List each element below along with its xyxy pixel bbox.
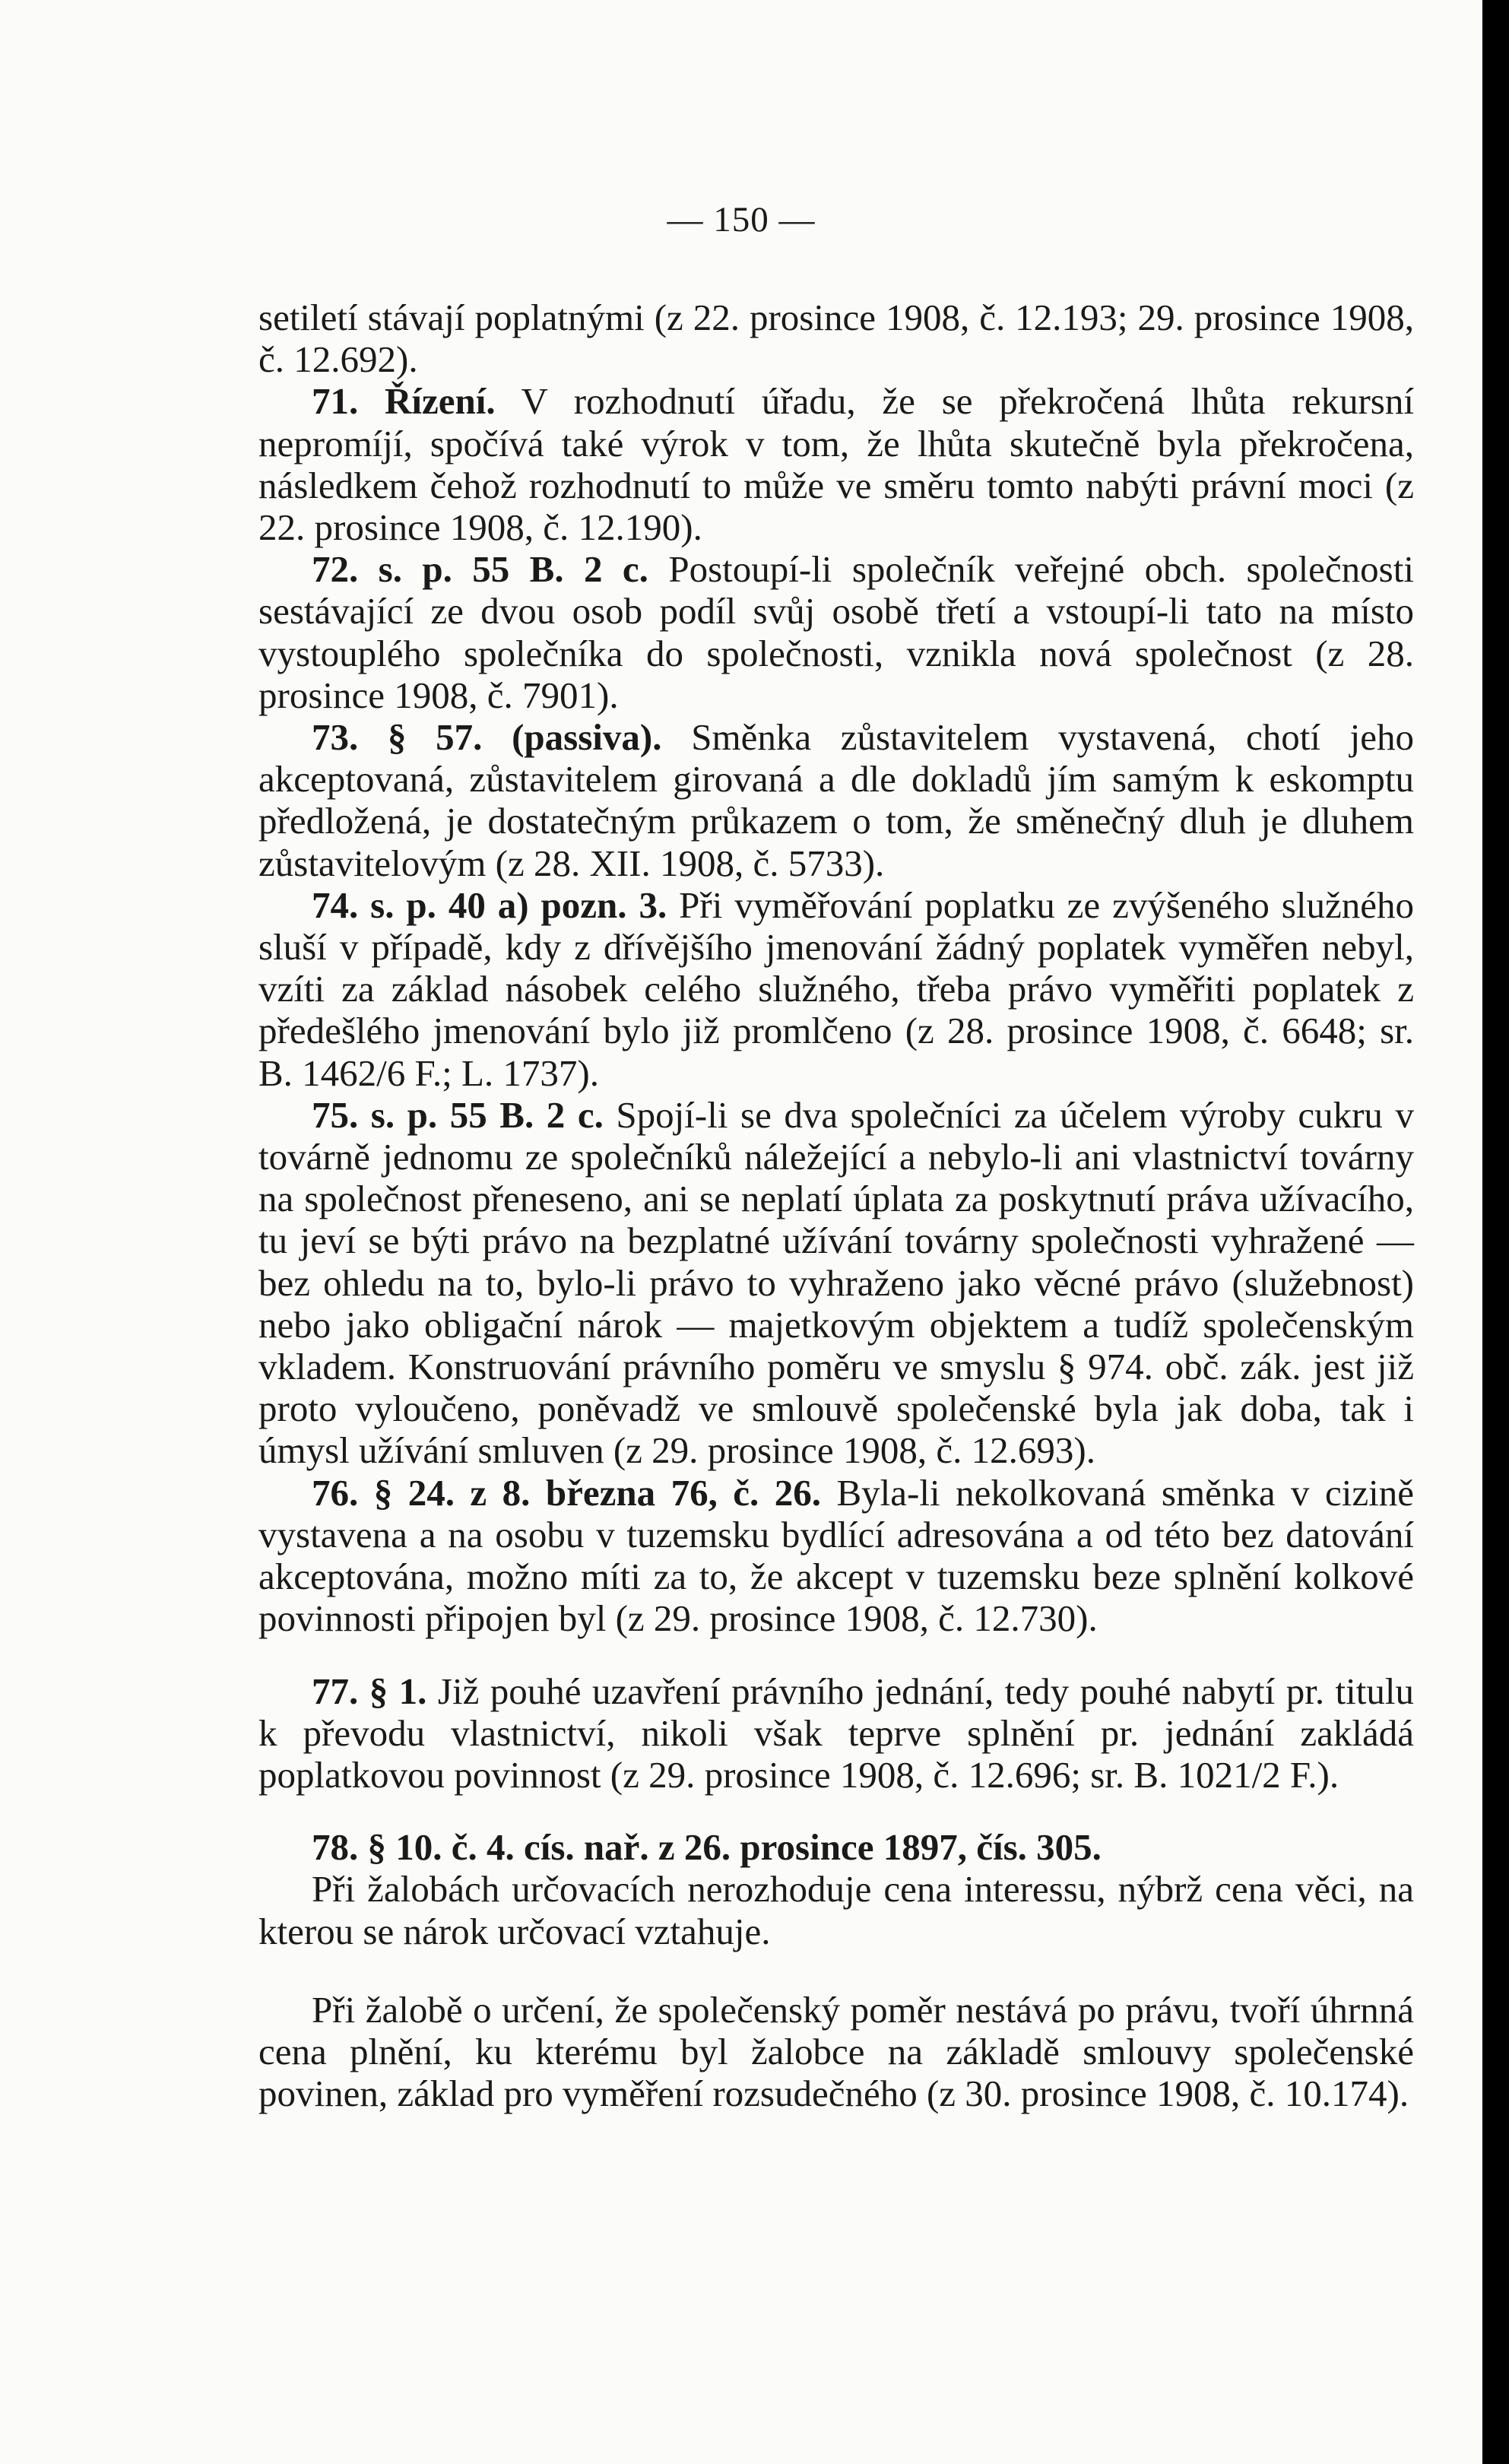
paragraph-label: 77. § 1. xyxy=(312,1670,427,1712)
paragraph-text: V rozhodnutí úřadu, že se překročená lhůta rekursní nepromíjí, spočívá také výrok v tom, že lhůta skutečně byla překročena, následkem čehož rozhodnutí to může ve směru tomto nabýti právní moci (z 22. prosince 1908, č. 12.190). xyxy=(258,380,1414,549)
paragraph-77 xyxy=(258,1670,1414,1796)
body-text xyxy=(258,297,1414,2114)
paragraph-73 xyxy=(258,716,1414,884)
paragraph-76 xyxy=(258,1472,1414,1640)
paragraph-label: 74. s. p. 40 a) pozn. 3. xyxy=(312,883,667,926)
paragraph-78-heading xyxy=(258,1826,1414,1868)
paragraph-text: Byla-li nekolkovaná směnka v cizině vystavena a na osobu v tuzemsku bydlící adresována a od této bez datování akceptována, možno míti za to, že akcept v tuzemsku beze splnění kolkové povinnosti připojen byl (z 29. prosince 1908, č. 12.730). xyxy=(258,1471,1414,1640)
paragraph-label: 75. s. p. 55 B. 2 c. xyxy=(312,1093,604,1136)
paragraph-label: 73. § 57. (passiva). xyxy=(312,716,662,759)
paragraph-text: Postoupí-li společník veřejné obch. společnosti sestávající ze dvou osob podíl svůj osobě třetí a vstoupí-li tato na místo vystouplého společníka do společnosti, vznikla nová společnost (z 28. prosince 1908, č. 7901). xyxy=(258,548,1414,716)
paragraph-text: Spojí-li se dva společníci za účelem výroby cukru v továrně jednomu ze společníků náležející a nebylo-li ani vlastnictví továrny na společnost přeneseno, ani se neplatí úplata za poskytnutí práva užívacího, tu jeví se býti právo na bezplatné užívání továrny společnosti vyhražené — bez ohledu na to, bylo-li právo to vyhraženo jako věcné právo (služebnost) nebo jako obligační nárok — majetkovým objektem a tudíž společenským vkladem. Konstruování právního poměru ve smyslu § 974. obč. zák. jest již proto vyloučeno, poněvadž ve smlouvě společenské byla jak doba, tak i úmysl užívání smluven (z 29. prosince 1908, č. 12.693). xyxy=(258,1093,1414,1472)
scan-border xyxy=(1482,0,1509,2464)
paragraph-label: 78. § 10. č. 4. cís. nař. z 26. prosince 1897, čís. 305. xyxy=(312,1826,1102,1869)
paragraph-78-body xyxy=(258,1868,1414,1952)
page-number: — 150 — xyxy=(667,200,816,239)
paragraph-78-continuation xyxy=(258,1989,1414,2115)
paragraph-71 xyxy=(258,380,1414,548)
paragraph-text: Při vyměřování poplatku ze zvýšeného služného sluší v případě, kdy z dřívějšího jmenování žádný poplatek vyměřen nebyl, vzíti za základ násobek celého služného, třeba právo vyměřiti poplatek z předešlého jmenování bylo již promlčeno (z 28. prosince 1908, č. 6648; sr. B. 1462/6 F.; L. 1737). xyxy=(258,883,1414,1094)
paragraph-75 xyxy=(258,1094,1414,1472)
paragraph-text: setiletí stávají poplatnými (z 22. prosince 1908, č. 12.193; 29. prosince 1908, č. 12.692). xyxy=(258,297,1414,381)
paragraph-text: Již pouhé uzavření právního jednání, tedy pouhé nabytí pr. titulu k převodu vlastnictví, nikoli však teprve splnění pr. jednání zakládá poplatkovou povinnost (z 29. prosince 1908, č. 12.696; sr. B. 1021/2 F.). xyxy=(258,1670,1415,1796)
paragraph-text: Směnka zůstavitelem vystavená, chotí jeho akceptovaná, zůstavitelem girovaná a dle dokladů jím samým k eskomptu předložená, je dostatečným průkazem o tom, že směnečný dluh je dluhem zůstavitelovým (z 28. XII. 1908, č. 5733). xyxy=(258,716,1415,884)
paragraph-label: 71. Řízení. xyxy=(312,380,496,423)
paragraph-72 xyxy=(258,548,1414,716)
paragraph-label: 72. s. p. 55 B. 2 c. xyxy=(312,548,648,591)
paragraph-text: Při žalobě o určení, že společenský poměr nestává po právu, tvoří úhrnná cena plnění, ku kterému byl žalobce na základě smlouvy společenské povinen, základ pro vyměření rozsudečného (z 30. prosince 1908, č. 10.174). xyxy=(258,1988,1414,2115)
paragraph-74 xyxy=(258,884,1414,1094)
paragraph-label: 76. § 24. z 8. března 76, č. 26. xyxy=(312,1471,822,1514)
paragraph-text: Při žalobách určovacích nerozhoduje cena interessu, nýbrž cena věci, na kterou se nárok určovací vztahuje. xyxy=(258,1868,1414,1952)
paragraph-continuation xyxy=(258,297,1414,380)
